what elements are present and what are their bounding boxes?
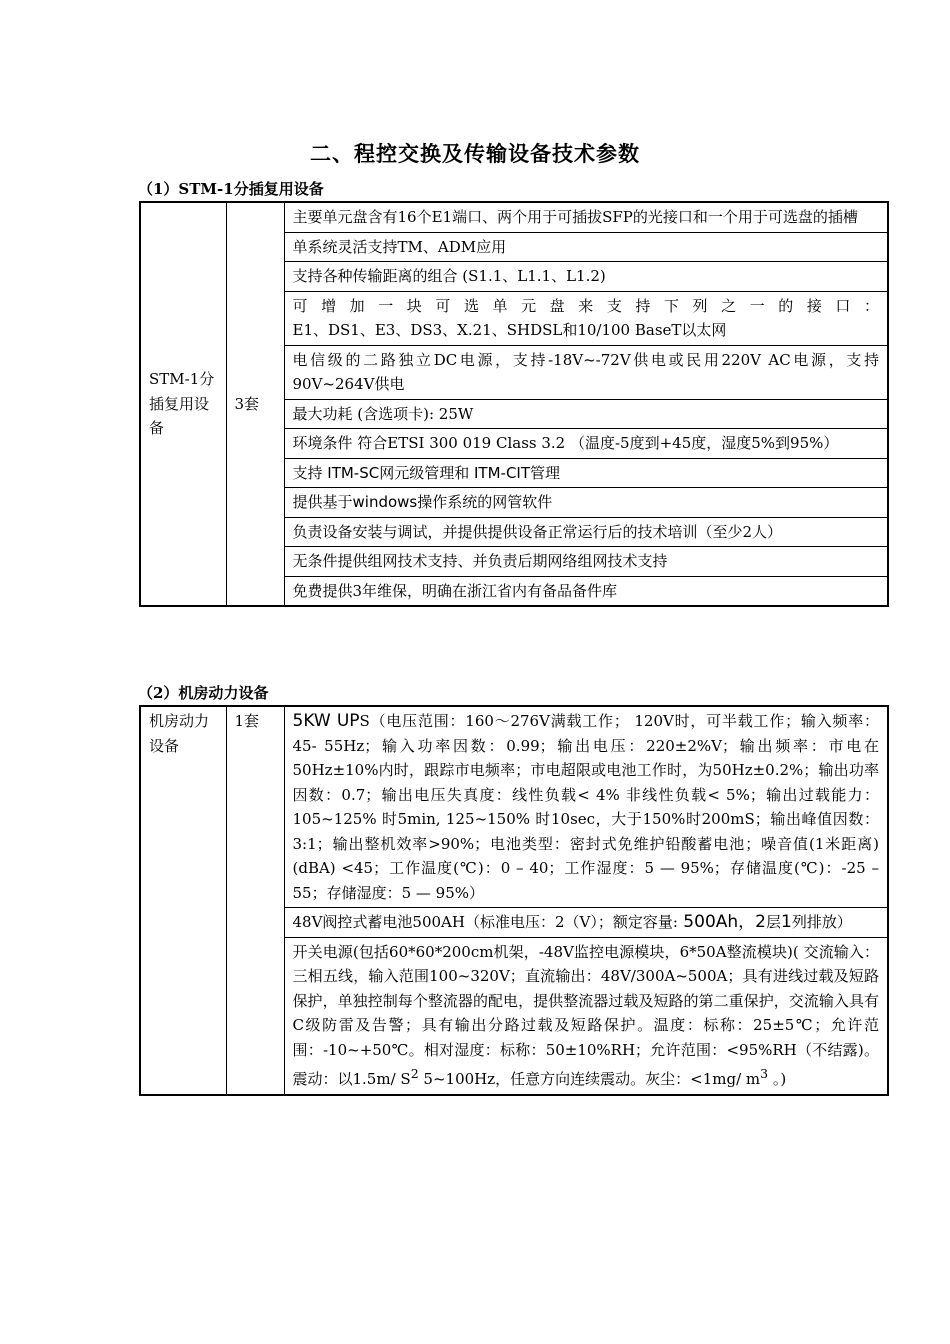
spec-text: 开关电源(包括60*60*200cm机架，-48V监控电源模块，6*50A整流模块)( 交流输入：三相五线，输入范围100~320V；直流输出：48V/300A~500A；具有进线过载及短路保护，单独控制每个整流器的配电，提供整流器过载及短路的第二重保护，交流输入具有C级防雷及告警；具有输出分路过载及短路保护。温度：标称：25±5℃；允许范围：-10~+50℃。相对湿度：标称：50±10%RH；允许范围：<95%RH（不结露)。震动：以1.5m/ S bbox=[292, 942, 879, 1088]
power-spec-table bbox=[139, 705, 889, 1096]
page-title: 二、程控交换及传输设备技术参数 bbox=[310, 141, 640, 166]
spec-cell bbox=[284, 488, 888, 518]
spec-text: 层 bbox=[765, 913, 781, 931]
superscript: 2 bbox=[410, 1066, 419, 1081]
spec-cell bbox=[284, 291, 888, 345]
ups-model: 5KW UP bbox=[292, 711, 360, 731]
item-name-cell: 机房动力设备 bbox=[140, 706, 226, 1095]
quantity-cell: 1套 bbox=[226, 706, 284, 1095]
spec-cell bbox=[284, 706, 888, 908]
spec-cell: 免费提供3年维保，明确在浙江省内有备品备件库 bbox=[284, 576, 888, 606]
stm1-spec-table bbox=[139, 201, 889, 607]
spec-line: 可增加一块可选单元盘来支持下列之一的接口： bbox=[292, 296, 879, 315]
table-row bbox=[140, 706, 888, 908]
spec-cell: 主要单元盘含有16个E1端口、两个用于可插拔SFP的光接口和一个用于可选盘的插槽 bbox=[284, 202, 888, 232]
table-row bbox=[140, 202, 888, 232]
spec-cell: 单系统灵活支持TM、ADM应用 bbox=[284, 232, 888, 262]
spec-cell: 支持各种传输距离的组合 (S1.1、L1.1、L1.2) bbox=[284, 262, 888, 292]
section-heading-stm1: （1）STM-1分插复用设备 bbox=[138, 180, 324, 198]
item-name-cell: STM-1分插复用设备 bbox=[140, 202, 226, 606]
spec-cell bbox=[284, 458, 888, 488]
spec-text: 管理 bbox=[530, 463, 561, 482]
spec-text: ITM-CIT bbox=[474, 463, 531, 482]
spec-text: 48V阀控式蓄电池500AH（标准电压：2（V）；额定容量: bbox=[292, 913, 678, 931]
superscript: 3 bbox=[760, 1066, 769, 1081]
spec-cell: 无条件提供组网技术支持、并负责后期网络组网技术支持 bbox=[284, 547, 888, 577]
spec-cell: 负责设备安装与调试，并提供提供设备正常运行后的技术培训（至少2人） bbox=[284, 517, 888, 547]
spec-text: 列排放） bbox=[791, 913, 852, 931]
spec-text: 提供基于 bbox=[292, 493, 353, 511]
spec-text: ITM-SC bbox=[327, 463, 380, 482]
spec-text: 操作系统的网管软件 bbox=[417, 493, 553, 511]
spec-text: windows bbox=[352, 493, 418, 511]
spec-cell: 最大功耗 (含选项卡): 25W bbox=[284, 399, 888, 429]
quantity-cell: 3套 bbox=[226, 202, 284, 606]
spec-cell bbox=[284, 908, 888, 938]
spec-text: 网元级管理和 bbox=[379, 463, 474, 482]
spec-cell: 电信级的二路独立DC电源，支持-18V~-72V供电或民用220V AC电源，支持90V~264V供电 bbox=[284, 345, 888, 399]
spec-text: 500Ah，2 bbox=[677, 912, 766, 932]
section-heading-power: （2）机房动力设备 bbox=[138, 684, 269, 702]
spec-line: E1、DS1、E3、DS3、X.21、SHDSL和10/100 BaseT以太网 bbox=[292, 321, 727, 339]
spec-cell: 环境条件 符合ETSI 300 019 Class 3.2 （温度-5度到+45度，湿度5%到95%） bbox=[284, 429, 888, 459]
spec-text: S（电压范围：160～276V满载工作； 120V时，可半载工作；输入频率：45- 55Hz；输入功率因数：0.99；输出电压：220±2%V；输出频率：市电在50Hz±10%内时，跟踪市电频率；市电超限或电池工作时，为50Hz±0.2%；输出功率因数：0.7；输出电压失真度：线性负载< 4% 非线性负载< 5%；输出过载能力：105~125% 时5min, 125~150% 时10sec，大于150%时200mS；输出峰值因数：3:1；输出整机效率>90%；电池类型：密封式免维护铅酸蓄电池；噪音值(1米距离) (dBA) <45；工作温度(℃)：0 – 40；工作湿度：5 — 95%；存储温度(℃)：-25 – 55；存储湿度：5 — 95%） bbox=[292, 712, 879, 902]
spec-text: 支持 bbox=[292, 463, 328, 482]
spec-text: 。) bbox=[768, 1070, 787, 1088]
spec-text: 5~100Hz，任意方向连续震动。灰尘：<1mg/ m bbox=[418, 1070, 761, 1088]
spec-text: 1 bbox=[781, 912, 792, 932]
spec-cell bbox=[284, 937, 888, 1095]
